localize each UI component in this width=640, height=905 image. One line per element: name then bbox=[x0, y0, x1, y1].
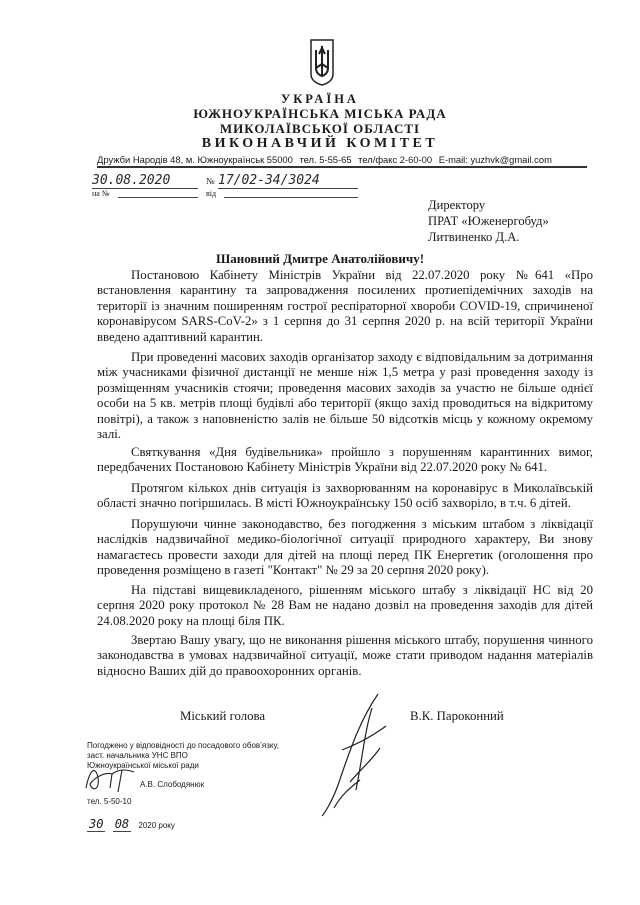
incoming-number-label: на № bbox=[92, 189, 110, 198]
addressee-name: Литвиненко Д.А. bbox=[428, 230, 520, 244]
oblast-name: МИКОЛАЇВСЬКОЇ ОБЛАСТІ bbox=[219, 121, 421, 136]
approval-organization: Южноукраїнської міської ради bbox=[87, 761, 199, 770]
paragraph-text: Звертаю Вашу увагу, що не виконання рішення міського штабу, порушення чинного законодавства в умовах надзвичайної ситуації, може стати приводом надання матеріалів відносно Ваших дій до правоохоронних органів. bbox=[97, 633, 593, 678]
trident-emblem-icon bbox=[308, 38, 336, 86]
committee-name: ВИКОНАВЧИЙ КОМІТЕТ bbox=[201, 136, 439, 151]
approval-year: 2020 року bbox=[138, 821, 175, 830]
outgoing-date: 30.08.2020 bbox=[92, 173, 198, 189]
incoming-date-label: від bbox=[206, 189, 217, 198]
approval-day: 30 bbox=[89, 817, 104, 831]
body-paragraph bbox=[97, 517, 593, 579]
paragraph-text: Постановою Кабінету Міністрів України від 22.07.2020 року №641 «Про встановлення карантину та запровадження посилених протиепідемічних заходів на території із значним поширенням гострої респіраторної хвороби COVID-19, спричиненої коронавірусом SARS-CoV-2» з 1 серпня до 31 серпня 2020 р. на всій території України введено адаптивний карантин. bbox=[97, 268, 593, 344]
addressee-company: ПРАТ «Юженергобуд» bbox=[428, 214, 549, 228]
addressee-block bbox=[428, 197, 549, 245]
body-paragraph bbox=[97, 268, 593, 345]
approval-month: 08 bbox=[114, 817, 130, 831]
number-label: № bbox=[206, 176, 215, 186]
body-paragraph bbox=[97, 445, 593, 476]
approval-line: Погоджено у відповідності до посадового обов’язку, bbox=[87, 741, 279, 750]
paragraph-text: При проведенні масових заходів організатор заходу є відповідальним за дотримання між учасниками фізичної дистанції не менше ніж 1,5 метра у разі проведення заходу із розміщенням учасників стоячи; проведення масових заходів за участю не більше однієї особи на 5 кв. метрів площі будівлі або території (якщо захід проводиться на відкритому повітрі), а також з наповненістю залів не більше 50 відсотків місць у кожному окремому залі. bbox=[97, 350, 593, 442]
approver-name: А.В. Слободянюк bbox=[140, 780, 205, 789]
contact-line bbox=[97, 154, 587, 168]
email-text: E-mail: yuzhvk@gmail.com bbox=[438, 154, 552, 165]
approval-date bbox=[87, 817, 175, 832]
paragraph-text: Протягом кількох днів ситуація із захворюванням на коронавірус в Миколаївській області значно погіршилась. В місті Южноукраїнську 150 осіб захворіло, в т.ч. 6 дітей. bbox=[97, 481, 593, 511]
approver-phone: тел. 5-50-10 bbox=[87, 797, 132, 806]
handwritten-signature bbox=[320, 690, 390, 820]
body-paragraph bbox=[97, 481, 593, 512]
body-paragraph bbox=[97, 583, 593, 629]
paragraph-text: На підставі вищевикладеного, рішенням міського штабу з ліквідації НС від 20 серпня 2020 року протокол № 28 Вам не надано дозвіл на проведення заходів для дітей 24.08.2020 року на площі біля ПК. bbox=[97, 583, 593, 628]
incoming-date-line bbox=[224, 197, 358, 198]
approver-signature bbox=[82, 762, 142, 794]
approval-position: заст. начальника УНС ВПО bbox=[87, 751, 188, 760]
fax-text: тел/факс 2-60-00 bbox=[358, 154, 433, 165]
address-text: Дружби Народів 48, м. Южноукраїнськ 55000 bbox=[97, 154, 293, 165]
salutation: Шановний Дмитре Анатолійовичу! bbox=[215, 251, 425, 266]
signatory-name: В.К. Пароконний bbox=[410, 709, 504, 723]
signatory-title: Міський голова bbox=[180, 709, 266, 723]
phone-text: тел. 5-55-65 bbox=[299, 154, 352, 165]
paragraph-text: Святкування «Дня будівельника» пройшло з порушенням карантинних вимог, передбачених Постановою Кабінету Міністрів України від 22.07.2020 року № 641. bbox=[97, 445, 593, 475]
city-council-name: ЮЖНОУКРАЇНСЬКА МІСЬКА РАДА bbox=[193, 106, 447, 121]
country-name: УКРАЇНА bbox=[281, 92, 359, 106]
body-paragraph bbox=[97, 633, 593, 679]
addressee-position: Директору bbox=[428, 198, 486, 212]
paragraph-text: Порушуючи чинне законодавство, без погодження з міським штабом з ліквідації наслідків надзвичайної медико-біологічної ситуації природного характеру, Ви знову намагаєтесь провести заходи для дітей на площі перед ПК Енергетик (оголошення про проведення розміщено в газеті "Контакт" № 29 за 20 серпня 2020 року). bbox=[97, 517, 593, 578]
outgoing-number: 17/02-34/3024 bbox=[218, 173, 358, 189]
body-paragraph bbox=[97, 350, 593, 442]
incoming-number-line bbox=[118, 197, 198, 198]
